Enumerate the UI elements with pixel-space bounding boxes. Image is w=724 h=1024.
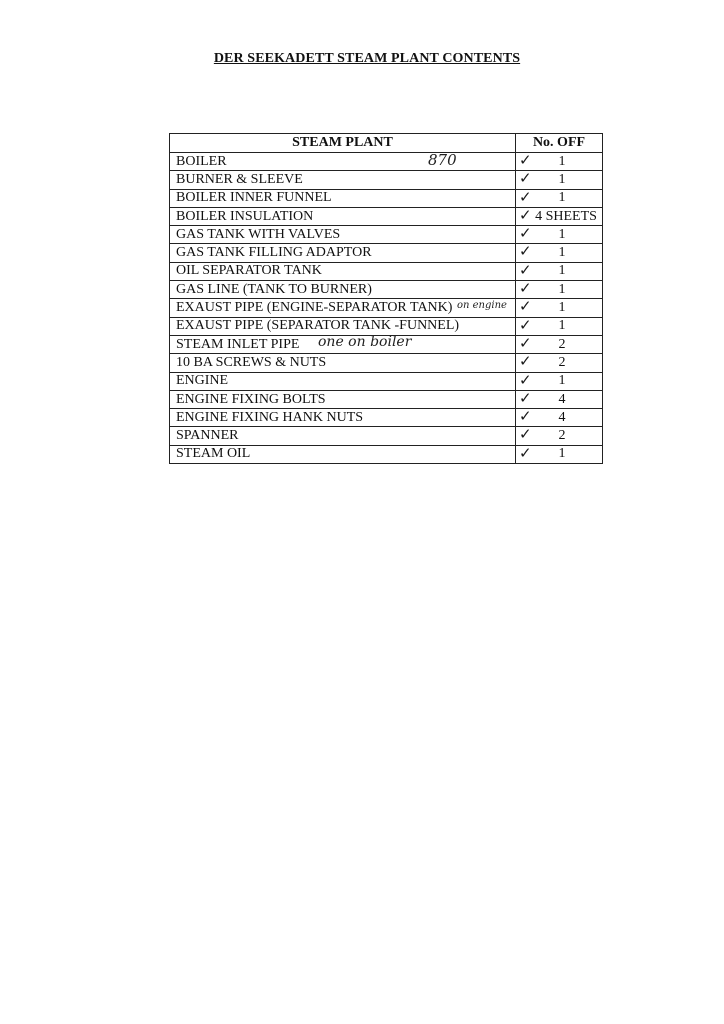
table-row — [170, 372, 603, 390]
check-mark-icon: ✓ — [519, 443, 532, 462]
item-label: BOILER — [176, 153, 227, 169]
header-steam-plant: STEAM PLANT — [170, 134, 516, 153]
item-label: BURNER & SLEEVE — [176, 171, 303, 187]
qty-value: 1 — [558, 171, 566, 187]
item-label: EXAUST PIPE (SEPARATOR TANK -FUNNEL) — [176, 318, 460, 334]
item-label: BOILER INSULATION — [176, 208, 314, 224]
check-mark-icon: ✓ — [519, 407, 532, 426]
qty-cell — [516, 409, 603, 427]
qty-cell — [516, 445, 603, 463]
table-row — [170, 427, 603, 445]
handwritten-note: on engine — [457, 300, 507, 312]
qty-value: 1 — [558, 245, 566, 261]
item-cell — [170, 153, 516, 171]
item-cell — [170, 262, 516, 280]
header-no-off: No. OFF — [516, 134, 603, 153]
item-cell — [170, 189, 516, 207]
qty-cell — [516, 390, 603, 408]
table-row — [170, 153, 603, 171]
item-label: OIL SEPARATOR TANK — [176, 263, 322, 279]
table-row — [170, 171, 603, 189]
qty-cell — [516, 262, 603, 280]
table-header-row — [170, 134, 603, 153]
item-label: STEAM OIL — [176, 446, 251, 462]
item-cell — [170, 317, 516, 335]
qty-value: 1 — [558, 263, 566, 279]
qty-cell — [516, 226, 603, 244]
item-cell — [170, 390, 516, 408]
item-cell — [170, 427, 516, 445]
qty-value: 4 SHEETS — [535, 208, 597, 224]
qty-cell — [516, 354, 603, 372]
qty-value: 1 — [558, 281, 566, 297]
check-mark-icon: ✓ — [519, 352, 532, 371]
table-row — [170, 244, 603, 262]
check-mark-icon: ✓ — [519, 425, 532, 444]
qty-value: 1 — [558, 373, 566, 389]
qty-value: 2 — [558, 336, 566, 352]
check-mark-icon: ✓ — [519, 187, 532, 206]
item-cell — [170, 281, 516, 299]
qty-cell — [516, 427, 603, 445]
qty-value: 1 — [558, 190, 566, 206]
check-mark-icon: ✓ — [519, 151, 532, 169]
item-cell — [170, 207, 516, 225]
item-cell — [170, 372, 516, 390]
check-mark-icon: ✓ — [519, 242, 532, 261]
check-mark-icon: ✓ — [519, 224, 532, 243]
item-cell — [170, 244, 516, 262]
table-row — [170, 445, 603, 463]
item-cell — [170, 171, 516, 189]
steam-plant-contents-table — [169, 133, 603, 464]
table-row — [170, 409, 603, 427]
qty-cell — [516, 244, 603, 262]
item-label: GAS TANK FILLING ADAPTOR — [176, 245, 372, 261]
handwritten-note: 870 — [428, 151, 457, 169]
check-mark-icon: ✓ — [519, 388, 532, 407]
item-label: GAS TANK WITH VALVES — [176, 226, 341, 242]
item-cell — [170, 299, 516, 317]
qty-cell — [516, 171, 603, 189]
qty-value: 4 — [558, 391, 566, 407]
table-row — [170, 299, 603, 317]
item-label: ENGINE FIXING BOLTS — [176, 391, 326, 407]
check-mark-icon: ✓ — [519, 205, 532, 224]
qty-value: 2 — [558, 428, 566, 444]
item-label: ENGINE FIXING HANK NUTS — [176, 409, 364, 425]
qty-value: 1 — [558, 153, 566, 169]
qty-cell — [516, 317, 603, 335]
table-row — [170, 207, 603, 225]
item-cell — [170, 409, 516, 427]
check-mark-icon: ✓ — [519, 333, 532, 352]
table-row — [170, 354, 603, 372]
table-row — [170, 262, 603, 280]
table-row — [170, 226, 603, 244]
check-mark-icon: ✓ — [519, 297, 532, 316]
table-row — [170, 189, 603, 207]
check-mark-icon: ✓ — [519, 370, 532, 389]
qty-value: 4 — [558, 409, 566, 425]
table-row — [170, 390, 603, 408]
item-cell — [170, 335, 516, 353]
handwritten-note: one on boiler — [318, 333, 412, 350]
document-title: DER SEEKADETT STEAM PLANT CONTENTS — [213, 51, 521, 66]
qty-value: 1 — [558, 300, 566, 316]
qty-cell — [516, 299, 603, 317]
item-label: GAS LINE (TANK TO BURNER) — [176, 281, 372, 297]
check-mark-icon: ✓ — [519, 169, 532, 188]
qty-cell — [516, 335, 603, 353]
qty-cell — [516, 372, 603, 390]
check-mark-icon: ✓ — [519, 279, 532, 298]
item-cell — [170, 354, 516, 372]
check-mark-icon: ✓ — [519, 260, 532, 279]
item-label: 10 BA SCREWS & NUTS — [176, 354, 327, 370]
qty-cell — [516, 281, 603, 299]
table-row — [170, 281, 603, 299]
item-label: ENGINE — [176, 373, 229, 389]
item-cell — [170, 445, 516, 463]
check-mark-icon: ✓ — [519, 315, 532, 334]
qty-value: 1 — [558, 226, 566, 242]
qty-value: 1 — [558, 446, 566, 462]
item-cell — [170, 226, 516, 244]
qty-cell — [516, 189, 603, 207]
table-row — [170, 317, 603, 335]
item-label: SPANNER — [176, 428, 239, 444]
item-label: EXAUST PIPE (ENGINE-SEPARATOR TANK) — [176, 300, 453, 316]
qty-value: 2 — [558, 354, 566, 370]
item-label: STEAM INLET PIPE — [176, 336, 300, 352]
qty-cell — [516, 207, 603, 225]
item-label: BOILER INNER FUNNEL — [176, 190, 332, 206]
table-row — [170, 335, 603, 353]
qty-value: 1 — [558, 318, 566, 334]
qty-cell — [516, 153, 603, 171]
